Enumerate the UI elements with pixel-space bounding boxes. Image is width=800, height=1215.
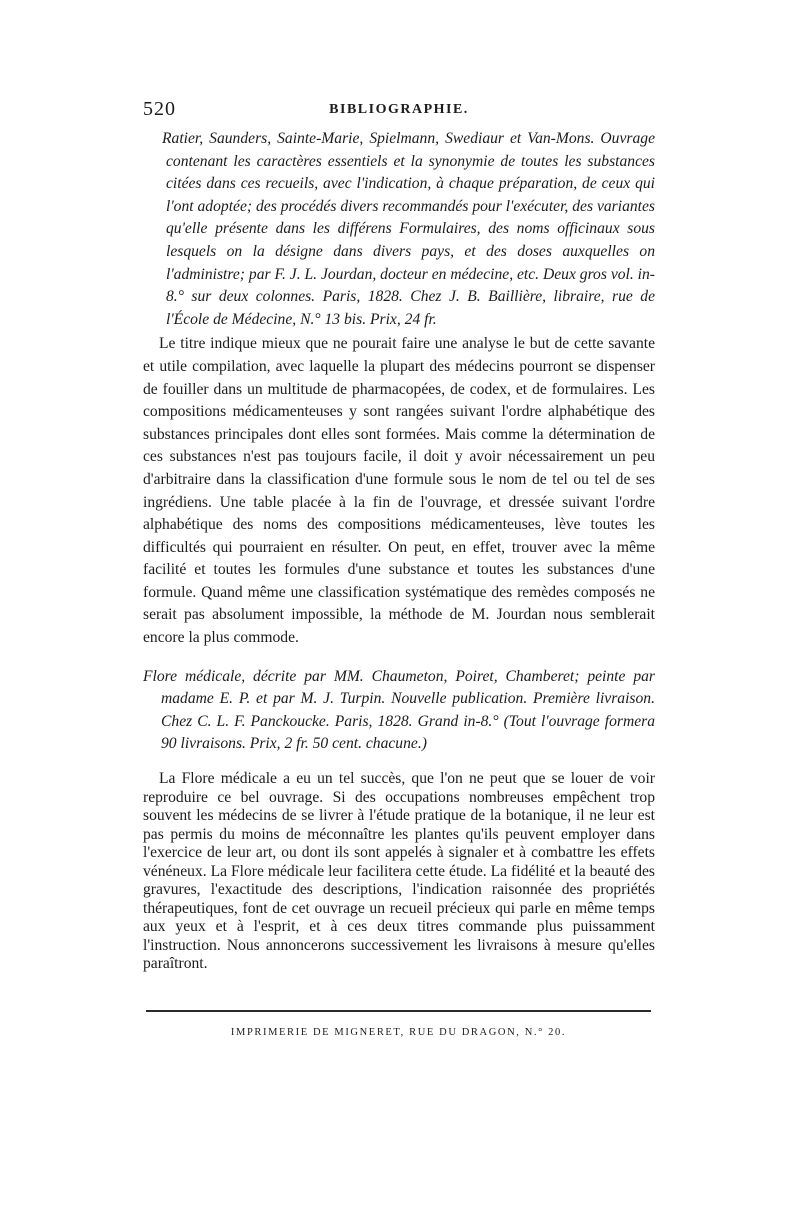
printer-imprint: IMPRIMERIE DE MIGNERET, RUE DU DRAGON, N.° 20. [230, 1027, 567, 1038]
page-text-block [143, 98, 655, 974]
page-number: 520 [143, 98, 176, 120]
bibliographic-entry-review: Le titre indique mieux que ne pourait faire une analyse le but de cette savante et utile compilation, avec laquelle la plupart des médecins pourront se dispenser de fouiller dans un multitude de pharmacopées, de codex, et de formulaires. Les compositions médicamenteuses y sont rangées suivant l'ordre alphabétique des substances principales dont elles sont formées. Mais comme la détermination de ces substances n'est pas toujours facile, il doit y avoir nécessairement un peu d'arbitraire dans la classification d'une formule sous le nom de tel ou tel de ses ingrédiens. Une table placée à la fin de l'ouvrage, et dressée suivant l'ordre alphabétique des noms des compositions médicamenteuses, lève toutes les difficultés qui pourraient en résulter. On peut, en effet, trouver avec la même facilité et toutes les formules d'une substance et toutes les substances d'une formule. Quand même une classification systématique des remèdes composés ne serait pas absolument impossible, la méthode de M. Jourdan nous semblerait encore la plus commode. [143, 335, 655, 647]
flore-medicale-citation: Flore médicale, décrite par MM. Chaumeton, Poiret, Chamberet; peinte par madame E. P. et par M. J. Turpin. Nouvelle publication. Première livraison. Chez C. L. F. Panckoucke. Paris, 1828. Grand in-8.° (Tout l'ouvrage formera 90 livraisons. Prix, 2 fr. 50 cent. chacune.) [143, 667, 655, 753]
page-header [143, 98, 655, 122]
bibliographic-entry-citation: Ratier, Saunders, Sainte-Marie, Spielmann, Swediaur et Van-Mons. Ouvrage contenant les caractères essentiels et la synonymie de toutes les substances citées dans ces recueils, avec l'indication, à chaque préparation, de ceux qui l'ont adoptée; des procédés divers recommandés pour l'exécuter, des variantes qu'elle présente dans les différens Formulaires, des noms officinaux sous lesquels on la désigne dans divers pays, et des doses auxquelles on l'administre; par F. J. L. Jourdan, docteur en médecine, etc. Deux gros vol. in-8.° sur deux colonnes. Paris, 1828. Chez J. B. Baillière, libraire, rue de l'École de Médecine, N.° 13 bis. Prix, 24 fr. [162, 130, 655, 328]
running-head: BIBLIOGRAPHIE. [329, 102, 469, 117]
footer-rule [146, 1010, 651, 1012]
flore-medicale-review: La Flore médicale a eu un tel succès, que l'on ne peut que se louer de voir reproduire ce bel ouvrage. Si des occupations nombreuses empêchent trop souvent les médecins de se livrer à l'étude pratique de la botanique, il ne leur est pas permis du moins de méconnaître les plantes qu'ils peuvent employer dans l'exercice de leur art, ou dont ils sont appelés à signaler et à combattre les effets vénéneux. La Flore médicale leur facilitera cette étude. La fidélité et la beauté des gravures, l'exactitude des descriptions, l'indication raisonnée des propriétés thérapeutiques, font de cet ouvrage un recueil précieux qui parle en même temps aux yeux et à l'esprit, et à ces deux titres commande plus puissamment l'instruction. Nous annoncerons successivement les livraisons à mesure qu'elles paraîtront. [143, 770, 655, 973]
